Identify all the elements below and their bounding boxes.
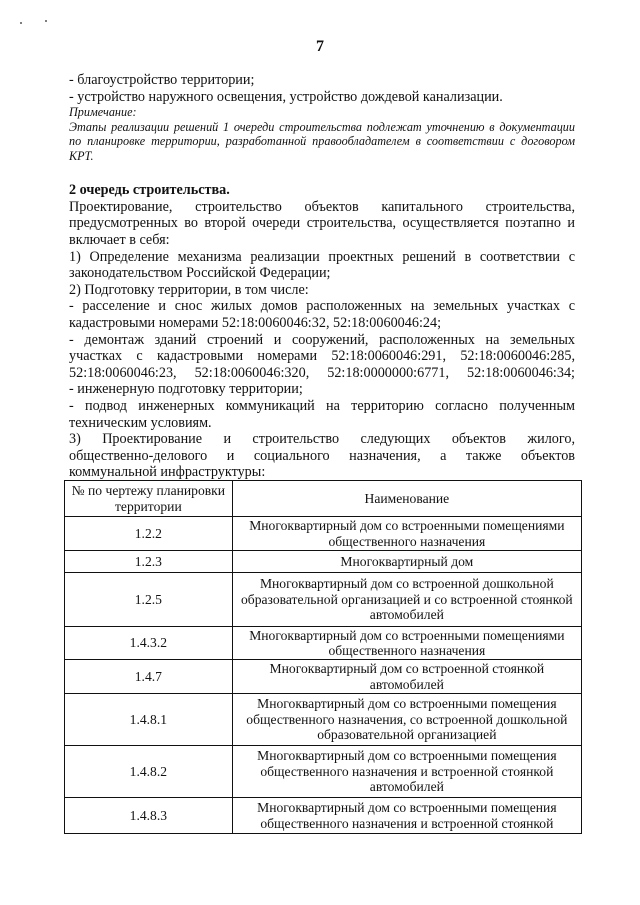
note-label: Примечание: — [69, 105, 137, 120]
list-item-2-line: 52:18:0060046:23, 52:18:0060046:320, 52:18:0000000:6771, 52:18:0060046:34; — [69, 364, 575, 381]
list-item-2-line: - расселение и снос жилых домов расположенных на земельных участках с — [69, 298, 575, 315]
page-number: 7 — [316, 38, 324, 55]
table-row — [65, 517, 582, 551]
list-item-2-line: участках с кадастровыми номерами 52:18:0060046:291, 52:18:0060046:285, — [69, 348, 575, 365]
list-item-3-line: общественно-делового и социального назначения, а также объектов — [69, 447, 575, 464]
list-item-2-line: техническим условиям. — [69, 414, 212, 431]
cell-number: 1.4.8.1 — [65, 694, 233, 746]
scan-speck — [45, 20, 47, 22]
cell-number: 1.2.2 — [65, 517, 233, 551]
intro-item: - устройство наружного освещения, устройство дождевой канализации. — [69, 88, 503, 105]
list-item-3-line: коммунальной инфраструктуры: — [69, 464, 266, 481]
table-row — [65, 746, 582, 798]
table-row — [65, 573, 582, 627]
paragraph-line: включает в себя: — [69, 231, 170, 248]
list-item-1-line: 1) Определение механизма реализации проектных решений в соответствии с — [69, 248, 575, 265]
cell-name: Многоквартирный дом со встроенными помещениями общественного назначения — [232, 517, 581, 551]
cell-name: Многоквартирный дом со встроенными помещения общественного назначения, со встроенной дошкольной образовательной организацией — [232, 694, 581, 746]
table-row — [65, 551, 582, 573]
table-row — [65, 627, 582, 660]
table-row — [65, 660, 582, 694]
list-item-2-line: - демонтаж зданий строений и сооружений, расположенных на земельных — [69, 331, 575, 348]
list-item-2-title: 2) Подготовку территории, в том числе: — [69, 281, 309, 298]
header-name: Наименование — [232, 481, 581, 517]
table-header-row — [65, 481, 582, 517]
cell-name: Многоквартирный дом со встроенными помещениями общественного назначения — [232, 627, 581, 660]
list-item-2-line: - инженерную подготовку территории; — [69, 381, 303, 398]
cell-number: 1.4.7 — [65, 660, 233, 694]
objects-table — [64, 480, 582, 834]
list-item-1-line: законодательством Российской Федерации; — [69, 265, 331, 282]
table-row — [65, 694, 582, 746]
stage-title: 2 очередь строительства. — [69, 182, 230, 199]
cell-number: 1.4.8.3 — [65, 798, 233, 834]
header-drawing-number: № по чертежу планировки территории — [65, 481, 233, 517]
list-item-2-line: кадастровыми номерами 52:18:0060046:32, 52:18:0060046:24; — [69, 314, 442, 331]
paragraph-line: предусмотренных во второй очереди строительства, осуществляется поэтапно и — [69, 215, 575, 232]
cell-name: Многоквартирный дом — [232, 551, 581, 573]
spacer — [69, 163, 575, 182]
cell-name: Многоквартирный дом со встроенными помещения общественного назначения и встроенной стоянкой автомобилей — [232, 746, 581, 798]
intro-item: - благоустройство территории; — [69, 72, 255, 88]
note-line: Этапы реализации решений 1 очереди строительства подлежат уточнению в документации — [69, 119, 575, 134]
cell-number: 1.4.8.2 — [65, 746, 233, 798]
note-line: по планировке территории, разработанной правообладателем в соответствии с договором — [69, 134, 575, 149]
cell-number: 1.2.5 — [65, 573, 233, 627]
note-line: КРТ. — [69, 148, 94, 163]
paragraph-line: Проектирование, строительство объектов капитального строительства, — [69, 198, 575, 215]
cell-name: Многоквартирный дом со встроенными помещения общественного назначения и встроенной стоянкой — [232, 798, 581, 834]
cell-number: 1.4.3.2 — [65, 627, 233, 660]
scan-speck — [20, 22, 22, 24]
cell-name: Многоквартирный дом со встроенной стоянкой автомобилей — [232, 660, 581, 694]
cell-name: Многоквартирный дом со встроенной дошкольной образовательной организацией и со встроенной стоянкой автомобилей — [232, 573, 581, 627]
list-item-2-line: - подвод инженерных коммуникаций на территорию согласно полученным — [69, 397, 575, 414]
table-row — [65, 798, 582, 834]
cell-number: 1.2.3 — [65, 551, 233, 573]
document-body — [69, 72, 575, 481]
list-item-3-line: 3) Проектирование и строительство следующих объектов жилого, — [69, 431, 575, 448]
